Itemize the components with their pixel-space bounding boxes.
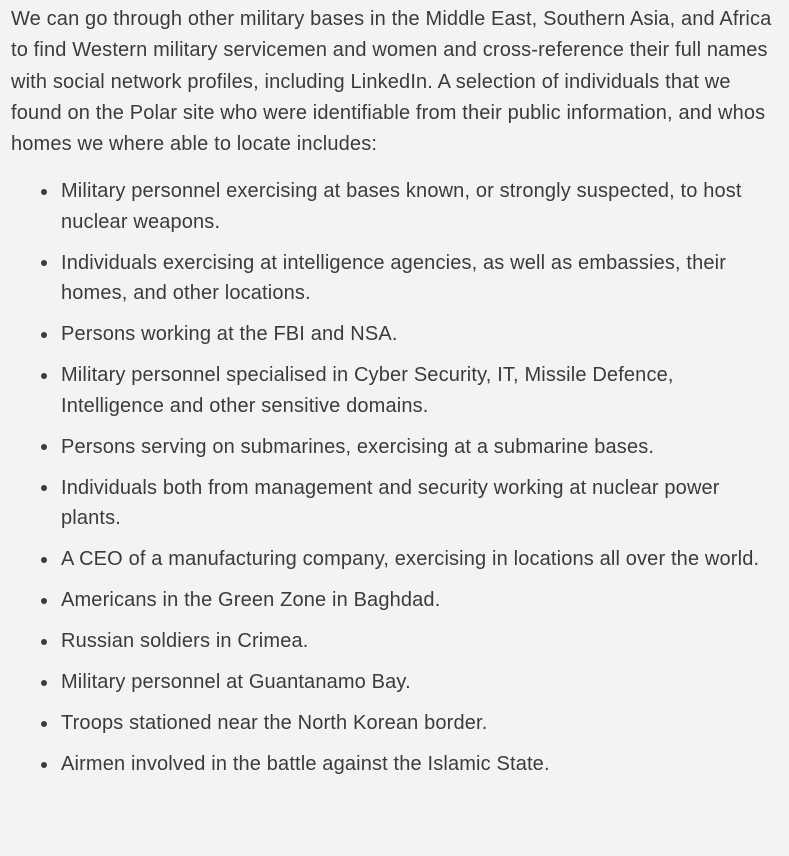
list-item [11,360,779,421]
list-item [11,749,779,780]
list-item [11,432,779,463]
intro-paragraph: We can go through other military bases in the Middle East, Southern Asia, and Africa to find Western military servicemen and women and cross-reference their full names with social network profiles, including LinkedIn. A selection of individuals that we found on the Polar site who were identifiable from their public information, and whos homes we where able to locate includes: [11,8,772,156]
list-item-text: Americans in the Green Zone in Baghdad. [61,589,441,612]
list-item [11,248,779,309]
bullet-icon [41,444,47,450]
list-item-text: Military personnel exercising at bases known, or strongly suspected, to host nuclear weapons. [61,180,742,233]
list-item-text: Russian soldiers in Crimea. [61,630,309,653]
bullet-icon [41,557,47,563]
list-item [11,667,779,698]
list-item [11,708,779,739]
list-item-text: A CEO of a manufacturing company, exercising in locations all over the world. [61,548,760,571]
list-item-text: Individuals both from management and security working at nuclear power plants. [61,476,720,530]
bullet-icon [41,189,47,195]
bullet-icon [41,373,47,379]
list-item-text: Military personnel at Guantanamo Bay. [61,671,411,694]
bullet-icon [41,680,47,686]
list-item-text: Military personnel specialised in Cyber Security, IT, Missile Defence, Intelligence and other sensitive domains. [61,364,674,417]
bullet-icon [41,260,47,266]
list-item [11,176,779,237]
bullet-icon [41,598,47,604]
list-item [11,626,779,657]
bullet-icon [41,485,47,491]
bullet-icon [41,762,47,768]
list-item-text: Individuals exercising at intelligence agencies, as well as embassies, their homes, and other locations. [61,251,727,305]
findings-list [11,176,779,780]
list-item-text: Persons serving on submarines, exercising at a submarine bases. [61,435,655,458]
list-item-text: Troops stationed near the North Korean border. [61,712,488,735]
list-item [11,473,779,534]
list-item [11,585,779,616]
bullet-icon [41,721,47,727]
list-item-text: Persons working at the FBI and NSA. [61,323,398,346]
list-item-text: Airmen involved in the battle against the Islamic State. [61,753,550,776]
bullet-icon [41,332,47,338]
list-item [11,319,779,350]
bullet-icon [41,639,47,645]
list-item [11,544,779,575]
